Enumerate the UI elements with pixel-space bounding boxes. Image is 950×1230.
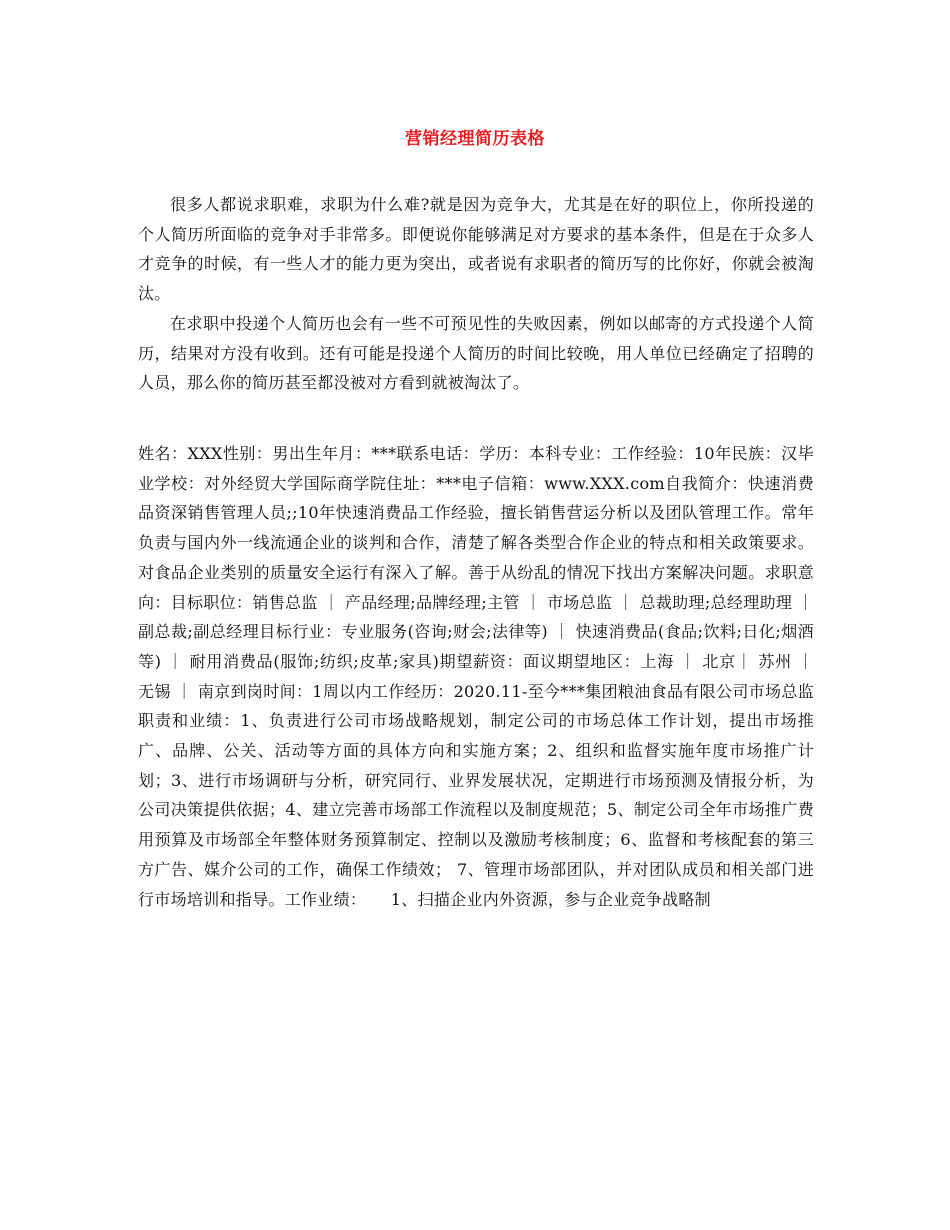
intro-section (138, 190, 814, 398)
intro-paragraph: 在求职中投递个人简历也会有一些不可预见性的失败因素，例如以邮寄的方式投递个人简历，结果对方没有收到。还有可能是投递个人简历的时间比较晚，用人单位已经确定了招聘的人员，那么你的简历甚至都没被对方看到就被淘汰了。 (138, 313, 814, 393)
resume-section (138, 439, 814, 914)
document-title: 营销经理简历表格 (405, 129, 545, 149)
intro-paragraph: 很多人都说求职难，求职为什么难?就是因为竞争大，尤其是在好的职位上，你所投递的个人简历所面临的竞争对手非常多。即便说你能够满足对方要求的基本条件，但是在于众多人才竞争的时候，有一些人才的能力更为突出，或者说有求职者的简历写的比你好，你就会被淘汰。 (138, 195, 814, 304)
resume-details-text: 姓名：XXX性别：男出生年月：***联系电话：学历：本科专业：工作经验：10年民族：汉毕业学校：对外经贸大学国际商学院住址：***电子信箱：www.XXX.com自我简介：快速消费品资深销售管理人员;;10年快速消费品工作经验，擅长销售营运分析以及团队管理工作。常年负责与国内外一线流通企业的谈判和合作，清楚了解各类型合作企业的特点和相关政策要求。对食品企业类别的质量安全运行有深入了解。善于从纷乱的情况下找出方案解决问题。求职意向：目标职位：销售总监 ｜ 产品经理;品牌经理;主管 ｜ 市场总监 ｜ 总裁助理;总经理助理 ｜ 副总裁;副总经理目标行业：专业服务(咨询;财会;法律等) ｜ 快速消费品(食品;饮料;日化;烟酒等) ｜ 耐用消费品(服饰;纺织;皮革;家具)期望薪资：面议期望地区：上海 ｜ 北京｜ 苏州 ｜ 无锡 ｜ 南京到岗时间：1周以内工作经历：2020.11-至今***集团粮油食品有限公司市场总监职责和业绩：1、负责进行公司市场战略规划，制定公司的市场总体工作计划，提出市场推广、品牌、公关、活动等方面的具体方向和实施方案；2、组织和监督实施年度市场推广计划；3、进行市场调研与分析，研究同行、业界发展状况，定期进行市场预测及情报分析，为公司决策提供依据；4、建立完善市场部工作流程以及制度规范；5、制定公司全年市场推广费用预算及市场部全年整体财务预算制定、控制以及激励考核制度；6、监督和考核配套的第三方广告、媒介公司的工作，确保工作绩效； 7、管理市场部团队，并对团队成员和相关部门进行市场培训和指导。工作业绩： 1、扫描企业内外资源，参与企业竞争战略制 (138, 444, 814, 909)
